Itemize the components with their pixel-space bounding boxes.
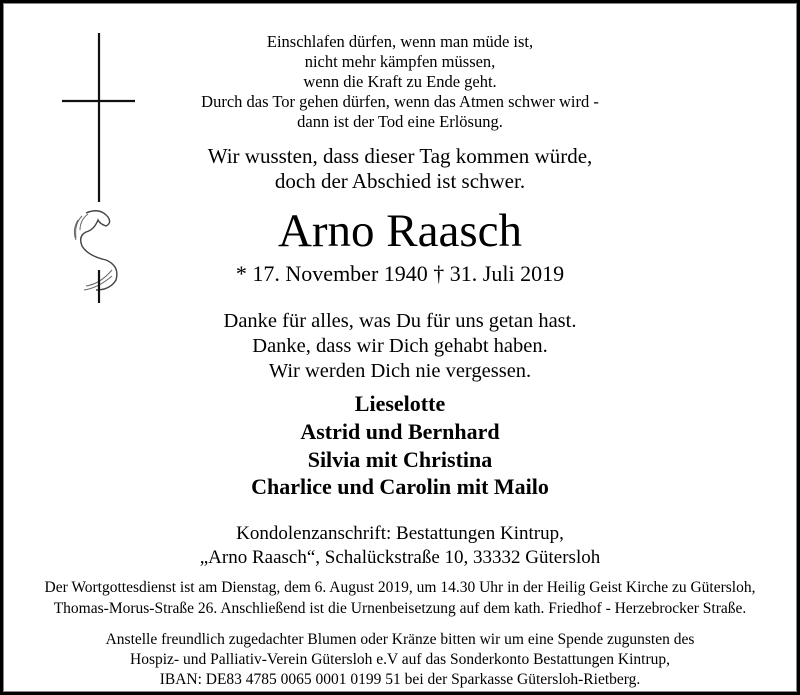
family-member: Astrid und Bernhard: [300, 419, 500, 444]
poem-line: Durch das Tor gehen dürfen, wenn das Atmen schwer wird -: [201, 92, 599, 111]
intro-line: doch der Abschied ist schwer.: [274, 169, 526, 193]
service-info: Thomas-Morus-Straße 26. Anschließend ist die Urnenbeisetzung auf dem kath. Friedhof - Herzebrocker Straße.: [53, 600, 747, 617]
poem-line: dann ist der Tod eine Erlösung.: [297, 112, 503, 131]
poem-line: Einschlafen dürfen, wenn man müde ist,: [266, 32, 534, 51]
thanks-line: Danke, dass wir Dich gehabt haben.: [252, 335, 548, 357]
service-info: Der Wortgottesdienst ist am Dienstag, dem 6. August 2019, um 14.30 Uhr in der Heilig Geist Kirche zu Gütersloh,: [44, 579, 756, 596]
poem-line: nicht mehr kämpfen müssen,: [304, 52, 496, 71]
family-member: Lieselotte: [354, 391, 446, 416]
family-member: Charlice und Carolin mit Mailo: [251, 474, 549, 499]
life-dates: * 17. November 1940 † 31. Juli 2019: [235, 261, 565, 286]
condolence-address: Kondolenzanschrift: Bestattungen Kintrup,: [236, 523, 564, 544]
donation-info: IBAN: DE83 4785 0065 0001 0199 51 bei der Sparkasse Gütersloh-Rietberg.: [159, 671, 641, 688]
poem-line: wenn die Kraft zu Ende geht.: [303, 72, 497, 91]
thanks-line: Danke für alles, was Du für uns getan hast.: [223, 310, 577, 332]
donation-info: Hospiz- und Palliativ-Verein Gütersloh e.V auf das Sonderkonto Bestattungen Kintrup,: [130, 651, 670, 668]
thanks-line: Wir werden Dich nie vergessen.: [268, 360, 532, 382]
family-member: Silvia mit Christina: [307, 447, 493, 472]
deceased-name: Arno Raasch: [277, 205, 523, 257]
condolence-address: „Arno Raasch“, Schalückstraße 10, 33332 Gütersloh: [199, 547, 601, 568]
donation-info: Anstelle freundlich zugedachter Blumen oder Kränze bitten wir um eine Spende zugunsten des: [105, 631, 695, 648]
intro-line: Wir wussten, dass dieser Tag kommen würde,: [207, 144, 593, 168]
